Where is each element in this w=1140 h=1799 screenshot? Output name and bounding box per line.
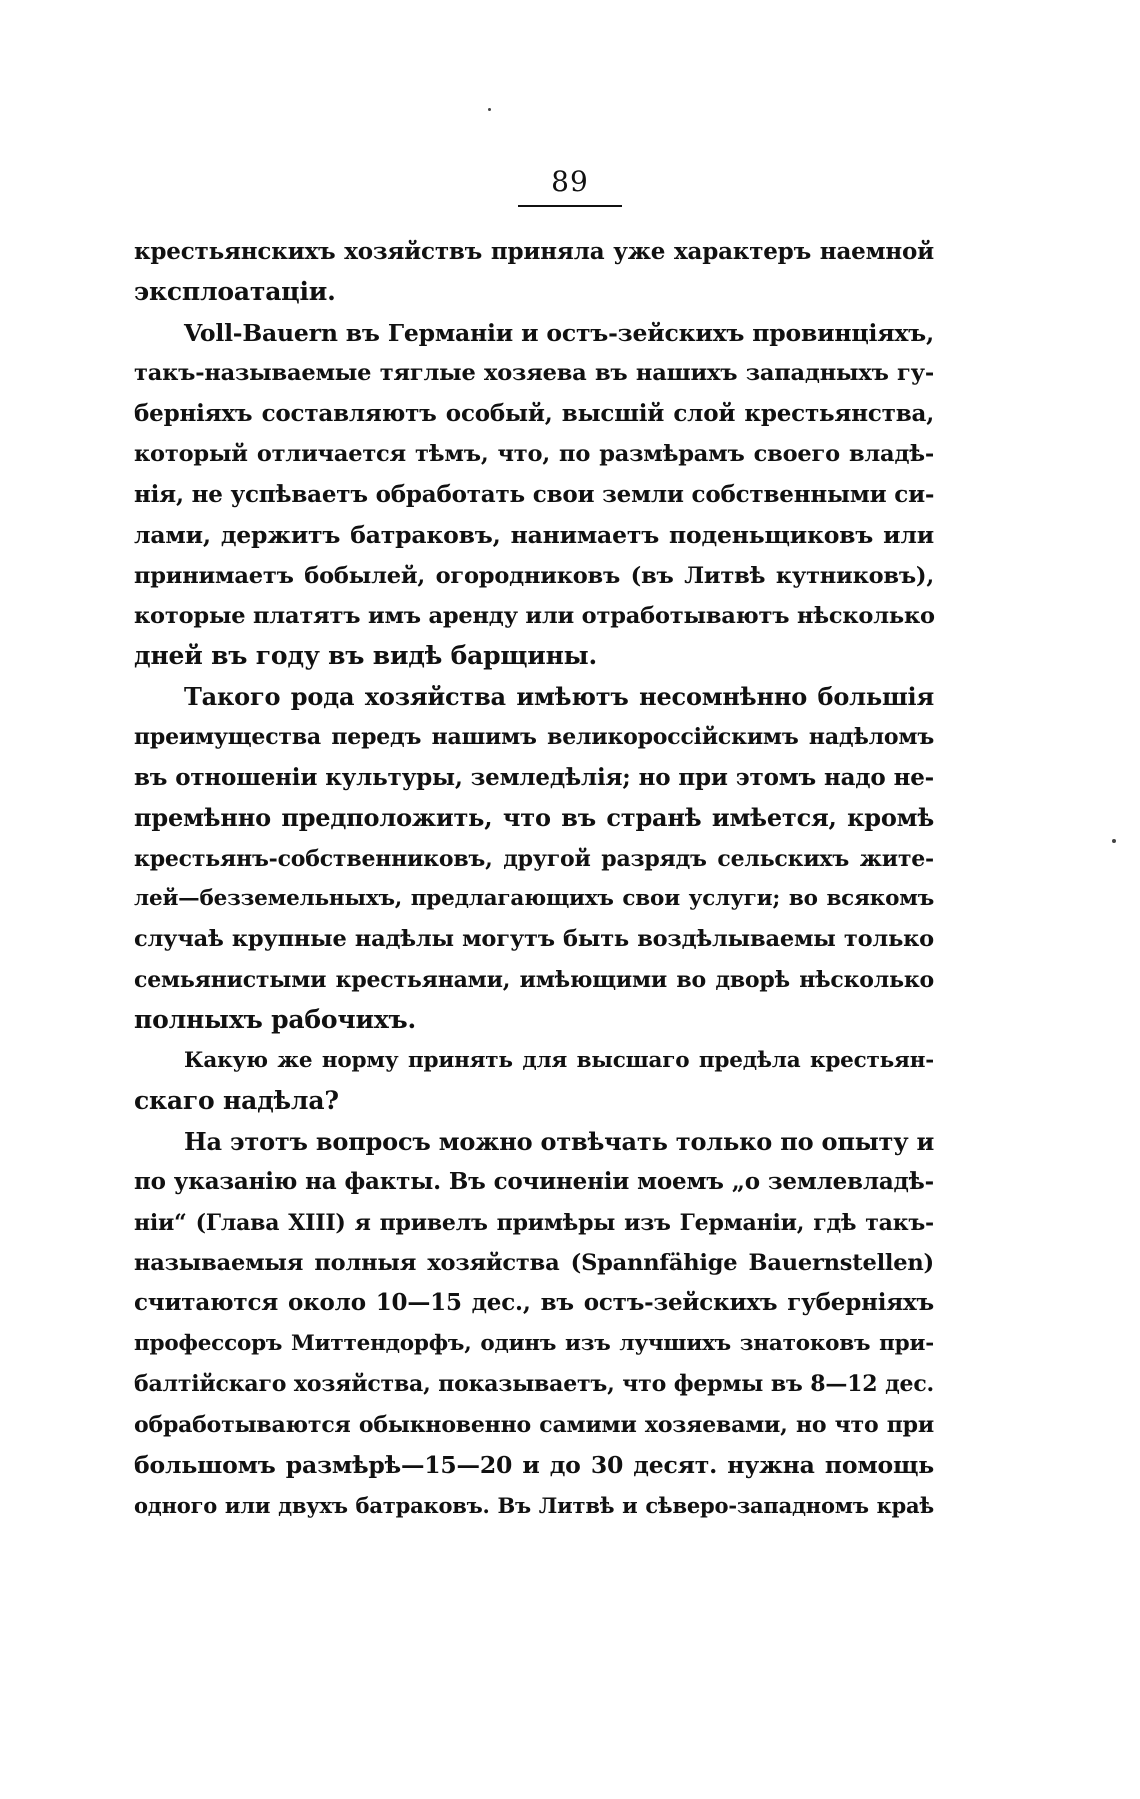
text-line: считаются около 10—15 дес., въ остъ-зейскихъ губерніяхъ bbox=[134, 1289, 934, 1317]
body-text bbox=[134, 232, 934, 1526]
text-line: обработываются обыкновенно самими хозяевами, но что при bbox=[134, 1411, 934, 1438]
text-line: крестьянъ-собственниковъ, другой разрядъ сельскихъ жите- bbox=[134, 845, 934, 872]
text-line: полныхъ рабочихъ. bbox=[134, 1005, 417, 1035]
text-line: лей—безземельныхъ, предлагающихъ свои услуги; во всякомъ bbox=[134, 886, 934, 911]
text-line: ніи“ (Глава XIII) я привелъ примѣры изъ Германіи, гдѣ такъ- bbox=[134, 1209, 934, 1236]
text-line: который отличается тѣмъ, что, по размѣрамъ своего владѣ- bbox=[134, 441, 934, 468]
text-line: преимущества передъ нашимъ великороссійскимъ надѣломъ bbox=[134, 724, 934, 751]
text-line: балтійскаго хозяйства, показываетъ, что фермы въ 8—12 дес. bbox=[134, 1371, 934, 1398]
text-line: На этотъ вопросъ можно отвѣчать только по опыту и bbox=[184, 1126, 935, 1156]
text-line: скаго надѣла? bbox=[134, 1086, 339, 1116]
text-line: эксплоатаціи. bbox=[134, 277, 336, 307]
text-line: которые платятъ имъ аренду или отработываютъ нѣсколько bbox=[134, 602, 935, 629]
text-line: принимаетъ бобылей, огородниковъ (въ Литвѣ кутниковъ), bbox=[134, 562, 934, 589]
text-line: Voll-Bauern въ Германіи и остъ-зейскихъ провинціяхъ, bbox=[184, 318, 934, 347]
text-line: Такого рода хозяйства имѣютъ несомнѣнно большія bbox=[184, 681, 934, 711]
text-line: Какую же норму принять для высшаго предѣла крестьян- bbox=[184, 1047, 934, 1073]
print-speck bbox=[1112, 839, 1116, 843]
text-line: называемыя полныя хозяйства (Spannfähige Bauernstellen) bbox=[134, 1249, 934, 1276]
text-line: дней въ году въ видѣ барщины. bbox=[134, 641, 598, 671]
text-line: большомъ размѣрѣ—15—20 и до 30 десят. нужна помощь bbox=[134, 1451, 934, 1480]
text-line: одного или двухъ батраковъ. Въ Литвѣ и сѣверо-западномъ краѣ bbox=[134, 1492, 934, 1518]
text-line: берніяхъ составляютъ особый, высшій слой крестьянства, bbox=[134, 399, 934, 427]
page-header bbox=[0, 165, 1140, 207]
text-line: по указанію на факты. Въ сочиненіи моемъ „о землевладѣ- bbox=[134, 1168, 934, 1196]
text-line: нія, не успѣваетъ обработать свои земли собственными си- bbox=[134, 480, 935, 508]
text-line: въ отношеніи культуры, земледѣлія; но при этомъ надо не- bbox=[134, 763, 934, 791]
text-line: лами, держитъ батраковъ, нанимаетъ поденьщиковъ или bbox=[134, 521, 934, 550]
print-speck bbox=[488, 108, 491, 111]
text-line: случаѣ крупные надѣлы могутъ быть воздѣлываемы только bbox=[134, 926, 934, 953]
page-number: 89 bbox=[518, 165, 622, 207]
text-line: премѣнно предположить, что въ странѣ имѣется, кромѣ bbox=[134, 803, 934, 833]
text-line: профессоръ Миттендорфъ, одинъ изъ лучшихъ знатоковъ при- bbox=[134, 1330, 934, 1356]
text-line: крестьянскихъ хозяйствъ приняла уже характеръ наемной bbox=[134, 238, 934, 265]
text-line: семьянистыми крестьянами, имѣющими во дворѣ нѣсколько bbox=[134, 966, 934, 993]
text-line: такъ-называемые тяглые хозяева въ нашихъ западныхъ гу- bbox=[134, 360, 934, 387]
